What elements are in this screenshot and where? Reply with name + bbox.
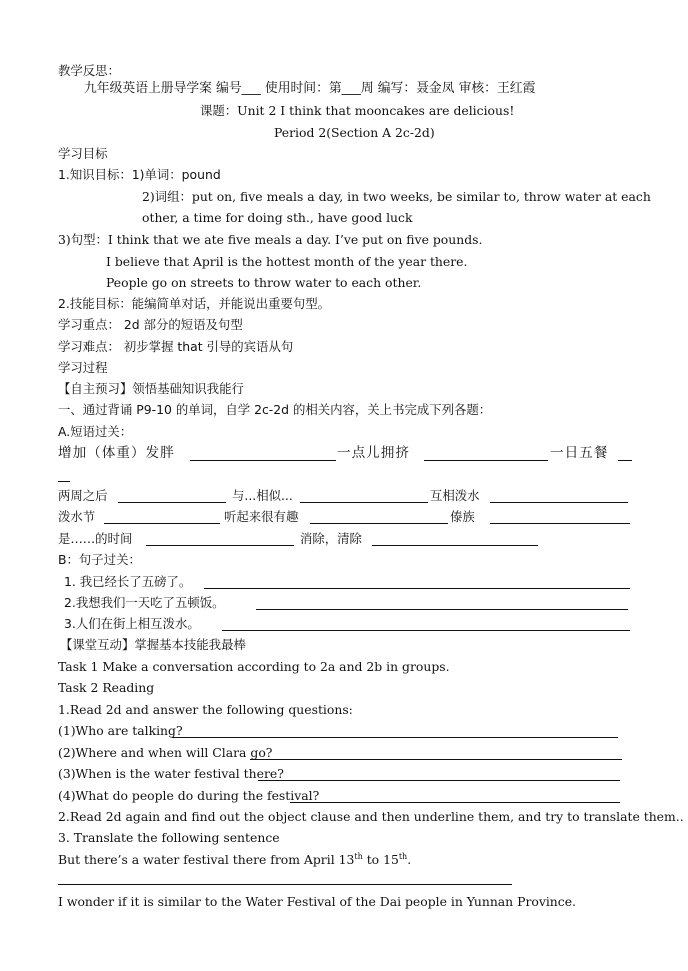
translate-sentence-1: But there’s a water festival there from April 13th to 15th. (58, 851, 412, 867)
sentence-translate-2: 2.我想我们一天吃了五顿饭。 (64, 595, 225, 610)
reflection-label: 教学反思： (58, 63, 120, 78)
translate-sentence-2: I wonder if it is similar to the Water Festival of the Dai people in Yunnan Province. (58, 894, 576, 909)
answer-blank[interactable] (490, 502, 628, 503)
phrase-sounds-like-fun: 听起来很有趣 (224, 509, 299, 524)
answer-blank-wrap[interactable] (58, 481, 70, 482)
answer-blank[interactable] (118, 502, 226, 503)
sentence-pattern-1: 3)句型：I think that we ate five meals a day. I’ve put on five pounds. (58, 232, 483, 247)
answer-blank[interactable] (424, 460, 548, 461)
phrase-water-festival: 泼水节 (58, 509, 96, 524)
answer-blank[interactable] (190, 460, 336, 461)
answer-blank[interactable] (490, 523, 630, 524)
learning-difficulty: 学习难点： 初步掌握 that 引导的宾语从句 (58, 339, 294, 354)
process-heading: 学习过程 (58, 360, 108, 375)
sentence-translate-1: 1. 我已经长了五磅了。 (64, 574, 192, 589)
answer-line[interactable] (256, 609, 628, 610)
knowledge-objective-phrases: 2)词组：put on, five meals a day, in two weeks, be similar to, throw water at each (142, 189, 651, 204)
preview-instruction: 一、通过背诵 P9-10 的单词，自学 2c-2d 的相关内容，关上书完成下列各题： (58, 402, 492, 417)
answer-line[interactable] (172, 737, 618, 738)
phrase-wash-away: 消除，清除 (300, 531, 362, 546)
phrase-a-time-for: 是……的时间 (58, 531, 133, 546)
period-line: Period 2(Section A 2c-2d) (274, 125, 435, 140)
phrase-be-similar-to: 与...相似... (232, 488, 293, 503)
translate-heading: 3. Translate the following sentence (58, 830, 280, 845)
answer-line[interactable] (258, 780, 620, 781)
answer-blank[interactable] (372, 545, 538, 546)
answer-line[interactable] (250, 759, 622, 760)
answer-line[interactable] (204, 588, 630, 589)
topic-line: 课题：Unit 2 I think that mooncakes are delicious! (200, 103, 515, 118)
sentence-pattern-2: I believe that April is the hottest month of the year there. (106, 254, 468, 269)
preview-heading: 【自主预习】领悟基础知识我能行 (58, 381, 244, 396)
question-4: (4)What do people do during the festival? (58, 788, 320, 803)
read-again-instruction: 2.Read 2d again and find out the object clause and then underline them, and try to translate them.. (58, 809, 684, 824)
phrase-a-little-crowded: 一点儿拥挤 (337, 445, 410, 461)
phrase-five-meals-a-day: 一日五餐 (550, 445, 609, 461)
interaction-heading: 【课堂互动】掌握基本技能我最棒 (60, 637, 246, 652)
section-b-label: B：句子过关： (58, 552, 141, 567)
objectives-heading: 学习目标 (58, 146, 108, 161)
question-1: (1)Who are talking? (58, 723, 183, 738)
learning-focus: 学习重点： 2d 部分的短语及句型 (58, 317, 243, 332)
sentence-translate-3: 3.人们在街上相互泼水。 (64, 616, 200, 631)
question-3: (3)When is the water festival there? (58, 766, 284, 781)
answer-blank[interactable] (618, 460, 632, 461)
answer-line[interactable] (222, 630, 630, 631)
task-2: Task 2 Reading (58, 680, 155, 695)
answer-blank[interactable] (300, 502, 428, 503)
skill-objective: 2.技能目标：能编简单对话，并能说出重要句型。 (58, 296, 331, 311)
answer-blank[interactable] (146, 545, 294, 546)
answer-line[interactable] (58, 884, 512, 885)
page-title: 九年级英语上册导学案 编号___ 使用时间：第___周 编写：聂金凤 审核：王红霞 (84, 81, 536, 96)
answer-line[interactable] (290, 802, 620, 803)
read-instruction: 1.Read 2d and answer the following questions: (58, 702, 353, 717)
answer-blank[interactable] (104, 523, 220, 524)
phrase-throw-water: 互相泼水 (430, 488, 480, 503)
section-a-label: A.短语过关： (58, 424, 133, 439)
question-2: (2)Where and when will Clara go? (58, 745, 273, 760)
task-1: Task 1 Make a conversation according to 2a and 2b in groups. (58, 659, 450, 674)
answer-blank[interactable] (310, 523, 448, 524)
knowledge-objective-words: 1.知识目标：1)单词：pound (58, 167, 221, 182)
sentence-pattern-3: People go on streets to throw water to each other. (106, 275, 422, 290)
phrase-put-on-weight: 增加（体重）发胖 (58, 445, 175, 461)
phrase-dai-people: 傣族 (450, 509, 475, 524)
phrase-in-two-weeks: 两周之后 (58, 488, 108, 503)
knowledge-objective-phrases-cont: other, a time for doing sth., have good luck (142, 210, 413, 225)
